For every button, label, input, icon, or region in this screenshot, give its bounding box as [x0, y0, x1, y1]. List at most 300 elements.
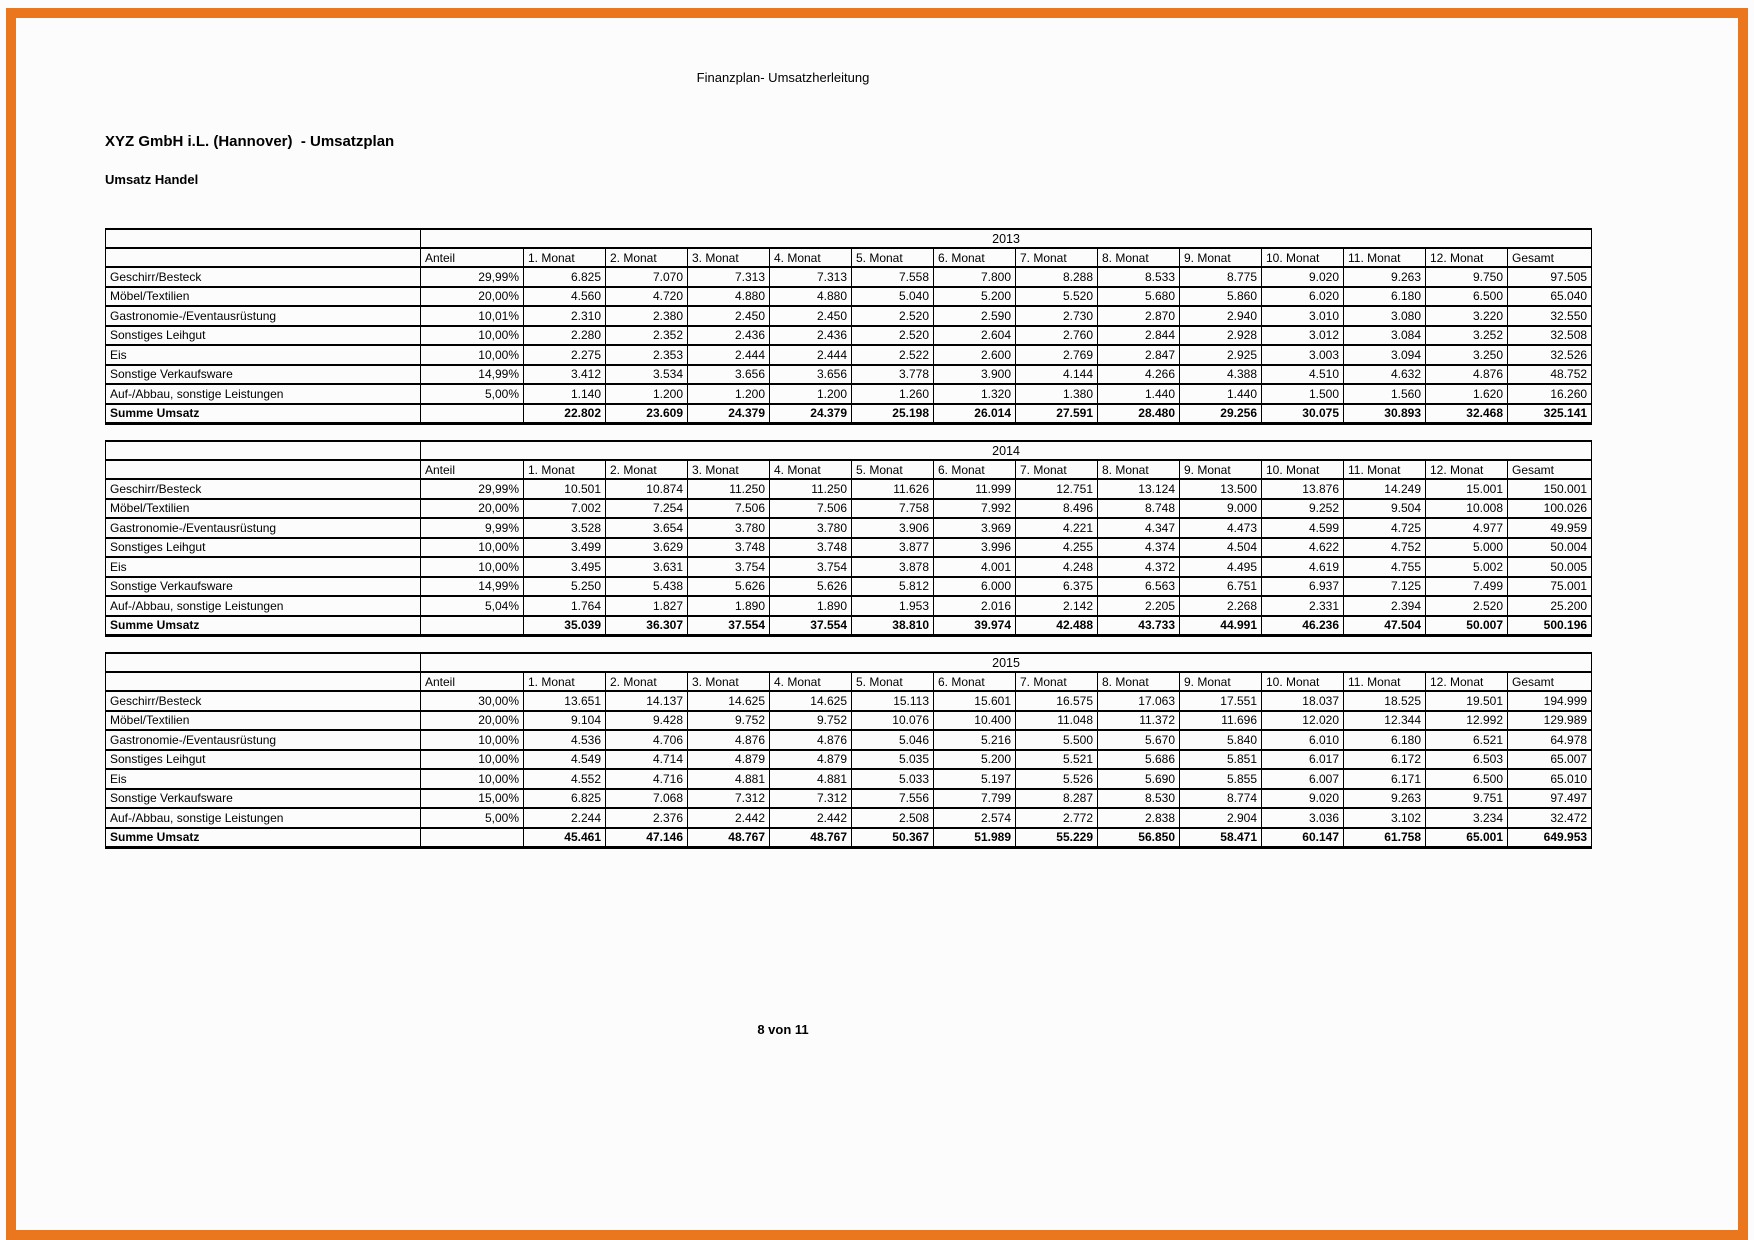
summe-value-cell: 58.471 [1180, 828, 1262, 848]
anteil-cell: 29,99% [421, 479, 524, 499]
value-cell: 8.288 [1016, 267, 1098, 287]
value-cell: 2.600 [934, 345, 1016, 365]
value-cell: 3.094 [1344, 345, 1426, 365]
gesamt-cell: 48.752 [1508, 365, 1592, 385]
value-cell: 7.506 [688, 499, 770, 519]
value-cell: 4.879 [688, 750, 770, 770]
anteil-cell: 10,00% [421, 750, 524, 770]
value-cell: 2.769 [1016, 345, 1098, 365]
value-cell: 4.720 [606, 287, 688, 307]
summe-value-cell: 48.767 [770, 828, 852, 848]
column-header: 10. Monat [1262, 672, 1344, 691]
value-cell: 3.252 [1426, 326, 1508, 346]
value-cell: 4.880 [688, 287, 770, 307]
value-cell: 1.500 [1262, 384, 1344, 404]
column-header: 8. Monat [1098, 460, 1180, 479]
value-cell: 2.353 [606, 345, 688, 365]
value-cell: 2.844 [1098, 326, 1180, 346]
column-header: 11. Monat [1344, 460, 1426, 479]
value-cell: 2.376 [606, 808, 688, 828]
value-cell: 6.503 [1426, 750, 1508, 770]
summe-value-cell: 45.461 [524, 828, 606, 848]
value-cell: 4.876 [688, 730, 770, 750]
row-label: Auf-/Abbau, sonstige Leistungen [106, 596, 421, 616]
gesamt-cell: 150.001 [1508, 479, 1592, 499]
value-cell: 2.730 [1016, 306, 1098, 326]
summe-value-cell: 65.001 [1426, 828, 1508, 848]
value-cell: 4.001 [934, 557, 1016, 577]
anteil-cell: 20,00% [421, 499, 524, 519]
value-cell: 5.840 [1180, 730, 1262, 750]
value-cell: 8.496 [1016, 499, 1098, 519]
column-header: 5. Monat [852, 248, 934, 267]
row-label: Sonstiges Leihgut [106, 538, 421, 558]
spacer-cell [106, 248, 421, 267]
value-cell: 7.070 [606, 267, 688, 287]
value-cell: 2.590 [934, 306, 1016, 326]
value-cell: 2.310 [524, 306, 606, 326]
summe-row [106, 616, 1592, 636]
value-cell: 4.510 [1262, 365, 1344, 385]
column-header: 5. Monat [852, 460, 934, 479]
row-label: Auf-/Abbau, sonstige Leistungen [106, 808, 421, 828]
value-cell: 13.876 [1262, 479, 1344, 499]
gesamt-cell: 194.999 [1508, 691, 1592, 711]
summe-label: Summe Umsatz [106, 616, 421, 636]
column-header: 8. Monat [1098, 248, 1180, 267]
summe-value-cell: 30.075 [1262, 404, 1344, 424]
value-cell: 10.874 [606, 479, 688, 499]
page-title: XYZ GmbH i.L. (Hannover) - Umsatzplan [105, 133, 395, 150]
column-header: 2. Monat [606, 460, 688, 479]
value-cell: 5.851 [1180, 750, 1262, 770]
summe-value-cell: 55.229 [1016, 828, 1098, 848]
value-cell: 3.780 [770, 518, 852, 538]
value-cell: 1.320 [934, 384, 1016, 404]
value-cell: 2.520 [852, 326, 934, 346]
anteil-cell: 14,99% [421, 577, 524, 597]
column-header: 3. Monat [688, 672, 770, 691]
summe-row [106, 404, 1592, 424]
anteil-cell: 5,04% [421, 596, 524, 616]
value-cell: 11.250 [770, 479, 852, 499]
table-row [106, 326, 1592, 346]
column-header: 1. Monat [524, 460, 606, 479]
column-header: Anteil [421, 672, 524, 691]
value-cell: 4.549 [524, 750, 606, 770]
value-cell: 4.880 [770, 287, 852, 307]
value-cell: 4.706 [606, 730, 688, 750]
gesamt-cell: 65.010 [1508, 769, 1592, 789]
column-header: 4. Monat [770, 672, 852, 691]
value-cell: 4.536 [524, 730, 606, 750]
gesamt-cell: 64.978 [1508, 730, 1592, 750]
column-header: 6. Monat [934, 672, 1016, 691]
value-cell: 2.016 [934, 596, 1016, 616]
value-cell: 5.680 [1098, 287, 1180, 307]
value-cell: 4.619 [1262, 557, 1344, 577]
value-cell: 4.876 [1426, 365, 1508, 385]
value-cell: 4.752 [1344, 538, 1426, 558]
value-cell: 5.200 [934, 750, 1016, 770]
value-cell: 2.268 [1180, 596, 1262, 616]
column-header: Gesamt [1508, 248, 1592, 267]
value-cell: 2.142 [1016, 596, 1098, 616]
summe-value-cell: 60.147 [1262, 828, 1344, 848]
value-cell: 1.890 [770, 596, 852, 616]
row-label: Auf-/Abbau, sonstige Leistungen [106, 384, 421, 404]
value-cell: 1.890 [688, 596, 770, 616]
value-cell: 3.495 [524, 557, 606, 577]
row-label: Sonstiges Leihgut [106, 750, 421, 770]
value-cell: 1.140 [524, 384, 606, 404]
column-header: 10. Monat [1262, 248, 1344, 267]
value-cell: 6.171 [1344, 769, 1426, 789]
spacer-cell [106, 653, 421, 672]
value-cell: 4.372 [1098, 557, 1180, 577]
value-cell: 4.632 [1344, 365, 1426, 385]
row-label: Möbel/Textilien [106, 711, 421, 731]
value-cell: 5.033 [852, 769, 934, 789]
row-label: Möbel/Textilien [106, 287, 421, 307]
value-cell: 4.266 [1098, 365, 1180, 385]
value-cell: 2.604 [934, 326, 1016, 346]
value-cell: 3.528 [524, 518, 606, 538]
column-header: 6. Monat [934, 248, 1016, 267]
value-cell: 4.388 [1180, 365, 1262, 385]
summe-value-cell: 36.307 [606, 616, 688, 636]
value-cell: 2.244 [524, 808, 606, 828]
column-header: Gesamt [1508, 672, 1592, 691]
anteil-cell: 10,00% [421, 557, 524, 577]
value-cell: 4.977 [1426, 518, 1508, 538]
summe-value-cell: 38.810 [852, 616, 934, 636]
value-cell: 3.010 [1262, 306, 1344, 326]
row-label: Eis [106, 345, 421, 365]
summe-value-cell: 46.236 [1262, 616, 1344, 636]
summe-value-cell: 50.367 [852, 828, 934, 848]
summe-value-cell: 42.488 [1016, 616, 1098, 636]
value-cell: 7.312 [770, 789, 852, 809]
value-cell: 7.556 [852, 789, 934, 809]
summe-gesamt-cell: 649.953 [1508, 828, 1592, 848]
column-header: 11. Monat [1344, 248, 1426, 267]
value-cell: 15.113 [852, 691, 934, 711]
column-header: 8. Monat [1098, 672, 1180, 691]
anteil-cell: 29,99% [421, 267, 524, 287]
value-cell: 9.428 [606, 711, 688, 731]
value-cell: 14.625 [770, 691, 852, 711]
column-header: 2. Monat [606, 672, 688, 691]
row-label: Sonstige Verkaufsware [106, 577, 421, 597]
value-cell: 6.375 [1016, 577, 1098, 597]
value-cell: 3.654 [606, 518, 688, 538]
summe-value-cell: 48.767 [688, 828, 770, 848]
row-label: Geschirr/Besteck [106, 479, 421, 499]
value-cell: 9.020 [1262, 267, 1344, 287]
summe-value-cell: 61.758 [1344, 828, 1426, 848]
value-cell: 3.906 [852, 518, 934, 538]
year-label: 2014 [421, 441, 1592, 460]
row-label: Gastronomie-/Eventausrüstung [106, 518, 421, 538]
row-label: Sonstige Verkaufsware [106, 365, 421, 385]
value-cell: 5.855 [1180, 769, 1262, 789]
value-cell: 2.205 [1098, 596, 1180, 616]
value-cell: 5.690 [1098, 769, 1180, 789]
value-cell: 5.000 [1426, 538, 1508, 558]
gesamt-cell: 97.497 [1508, 789, 1592, 809]
row-label: Geschirr/Besteck [106, 691, 421, 711]
gesamt-cell: 129.989 [1508, 711, 1592, 731]
row-label: Gastronomie-/Eventausrüstung [106, 306, 421, 326]
value-cell: 3.499 [524, 538, 606, 558]
table-row [106, 711, 1592, 731]
value-cell: 4.374 [1098, 538, 1180, 558]
value-cell: 5.216 [934, 730, 1016, 750]
gesamt-cell: 32.472 [1508, 808, 1592, 828]
value-cell: 2.522 [852, 345, 934, 365]
table-row [106, 596, 1592, 616]
value-cell: 7.313 [688, 267, 770, 287]
value-cell: 5.626 [770, 577, 852, 597]
value-cell: 17.063 [1098, 691, 1180, 711]
table-row [106, 730, 1592, 750]
value-cell: 2.838 [1098, 808, 1180, 828]
value-cell: 3.748 [688, 538, 770, 558]
gesamt-cell: 97.505 [1508, 267, 1592, 287]
value-cell: 7.313 [770, 267, 852, 287]
column-header: 11. Monat [1344, 672, 1426, 691]
value-cell: 4.221 [1016, 518, 1098, 538]
value-cell: 1.620 [1426, 384, 1508, 404]
anteil-cell: 10,00% [421, 326, 524, 346]
value-cell: 4.552 [524, 769, 606, 789]
value-cell: 3.900 [934, 365, 1016, 385]
value-cell: 3.878 [852, 557, 934, 577]
value-cell: 2.442 [770, 808, 852, 828]
value-cell: 3.036 [1262, 808, 1344, 828]
value-cell: 5.040 [852, 287, 934, 307]
value-cell: 3.534 [606, 365, 688, 385]
anteil-cell: 30,00% [421, 691, 524, 711]
value-cell: 3.102 [1344, 808, 1426, 828]
column-header: 7. Monat [1016, 460, 1098, 479]
value-cell: 6.825 [524, 789, 606, 809]
value-cell: 1.440 [1180, 384, 1262, 404]
anteil-cell: 20,00% [421, 287, 524, 307]
value-cell: 14.137 [606, 691, 688, 711]
value-cell: 2.520 [852, 306, 934, 326]
value-cell: 5.500 [1016, 730, 1098, 750]
value-cell: 7.758 [852, 499, 934, 519]
column-header-row [106, 672, 1592, 691]
row-label: Eis [106, 557, 421, 577]
table-row [106, 769, 1592, 789]
value-cell: 6.007 [1262, 769, 1344, 789]
column-header: 3. Monat [688, 460, 770, 479]
value-cell: 12.751 [1016, 479, 1098, 499]
table-row [106, 750, 1592, 770]
summe-value-cell: 43.733 [1098, 616, 1180, 636]
anteil-cell: 9,99% [421, 518, 524, 538]
value-cell: 7.799 [934, 789, 1016, 809]
value-cell: 3.877 [852, 538, 934, 558]
value-cell: 15.601 [934, 691, 1016, 711]
summe-value-cell: 47.146 [606, 828, 688, 848]
value-cell: 9.751 [1426, 789, 1508, 809]
summe-value-cell: 47.504 [1344, 616, 1426, 636]
value-cell: 5.520 [1016, 287, 1098, 307]
value-cell: 6.020 [1262, 287, 1344, 307]
column-header: 7. Monat [1016, 672, 1098, 691]
gesamt-cell: 32.508 [1508, 326, 1592, 346]
value-cell: 9.263 [1344, 267, 1426, 287]
gesamt-cell: 16.260 [1508, 384, 1592, 404]
summe-value-cell: 35.039 [524, 616, 606, 636]
value-cell: 3.084 [1344, 326, 1426, 346]
table-row [106, 499, 1592, 519]
value-cell: 19.501 [1426, 691, 1508, 711]
summe-value-cell: 27.591 [1016, 404, 1098, 424]
column-header: Anteil [421, 460, 524, 479]
summe-value-cell: 29.256 [1180, 404, 1262, 424]
value-cell: 7.558 [852, 267, 934, 287]
value-cell: 11.372 [1098, 711, 1180, 731]
value-cell: 18.525 [1344, 691, 1426, 711]
value-cell: 2.904 [1180, 808, 1262, 828]
gesamt-cell: 32.526 [1508, 345, 1592, 365]
anteil-cell: 14,99% [421, 365, 524, 385]
year-label: 2015 [421, 653, 1592, 672]
table-row [106, 518, 1592, 538]
value-cell: 9.104 [524, 711, 606, 731]
value-cell: 2.280 [524, 326, 606, 346]
gesamt-cell: 50.005 [1508, 557, 1592, 577]
value-cell: 3.080 [1344, 306, 1426, 326]
gesamt-cell: 25.200 [1508, 596, 1592, 616]
value-cell: 1.764 [524, 596, 606, 616]
year-header-row [106, 229, 1592, 248]
value-cell: 6.500 [1426, 287, 1508, 307]
value-cell: 4.714 [606, 750, 688, 770]
value-cell: 2.352 [606, 326, 688, 346]
column-header: 9. Monat [1180, 460, 1262, 479]
value-cell: 4.504 [1180, 538, 1262, 558]
value-cell: 5.670 [1098, 730, 1180, 750]
value-cell: 5.626 [688, 577, 770, 597]
value-cell: 7.068 [606, 789, 688, 809]
table-row [106, 287, 1592, 307]
value-cell: 10.501 [524, 479, 606, 499]
value-cell: 5.035 [852, 750, 934, 770]
value-cell: 2.444 [688, 345, 770, 365]
value-cell: 4.876 [770, 730, 852, 750]
column-header: 10. Monat [1262, 460, 1344, 479]
value-cell: 13.124 [1098, 479, 1180, 499]
value-cell: 13.651 [524, 691, 606, 711]
row-label: Geschirr/Besteck [106, 267, 421, 287]
value-cell: 3.250 [1426, 345, 1508, 365]
value-cell: 10.400 [934, 711, 1016, 731]
value-cell: 6.172 [1344, 750, 1426, 770]
section-title: Umsatz Handel [105, 172, 199, 187]
value-cell: 1.260 [852, 384, 934, 404]
umsatz-table-2015 [105, 652, 1592, 849]
summe-gesamt-cell: 500.196 [1508, 616, 1592, 636]
value-cell: 3.656 [770, 365, 852, 385]
value-cell: 11.696 [1180, 711, 1262, 731]
value-cell: 7.002 [524, 499, 606, 519]
value-cell: 6.017 [1262, 750, 1344, 770]
gesamt-cell: 75.001 [1508, 577, 1592, 597]
value-cell: 2.772 [1016, 808, 1098, 828]
column-header: Anteil [421, 248, 524, 267]
value-cell: 13.500 [1180, 479, 1262, 499]
value-cell: 2.940 [1180, 306, 1262, 326]
value-cell: 4.881 [688, 769, 770, 789]
value-cell: 5.197 [934, 769, 1016, 789]
value-cell: 5.002 [1426, 557, 1508, 577]
value-cell: 6.180 [1344, 287, 1426, 307]
summe-value-cell: 24.379 [770, 404, 852, 424]
summe-value-cell: 56.850 [1098, 828, 1180, 848]
value-cell: 3.780 [688, 518, 770, 538]
summe-value-cell: 32.468 [1426, 404, 1508, 424]
value-cell: 2.444 [770, 345, 852, 365]
value-cell: 8.530 [1098, 789, 1180, 809]
umsatz-table-2014 [105, 440, 1592, 637]
value-cell: 3.778 [852, 365, 934, 385]
value-cell: 12.344 [1344, 711, 1426, 731]
value-cell: 4.725 [1344, 518, 1426, 538]
value-cell: 2.394 [1344, 596, 1426, 616]
value-cell: 4.716 [606, 769, 688, 789]
value-cell: 1.200 [770, 384, 852, 404]
value-cell: 7.125 [1344, 577, 1426, 597]
gesamt-cell: 100.026 [1508, 499, 1592, 519]
value-cell: 4.473 [1180, 518, 1262, 538]
value-cell: 9.752 [770, 711, 852, 731]
value-cell: 9.252 [1262, 499, 1344, 519]
value-cell: 2.847 [1098, 345, 1180, 365]
row-label: Eis [106, 769, 421, 789]
value-cell: 3.754 [770, 557, 852, 577]
table-row [106, 345, 1592, 365]
value-cell: 3.748 [770, 538, 852, 558]
summe-value-cell: 44.991 [1180, 616, 1262, 636]
spacer-cell [106, 229, 421, 248]
value-cell: 17.551 [1180, 691, 1262, 711]
summe-value-cell: 51.989 [934, 828, 1016, 848]
value-cell: 11.626 [852, 479, 934, 499]
year-label: 2013 [421, 229, 1592, 248]
value-cell: 12.020 [1262, 711, 1344, 731]
column-header: 5. Monat [852, 672, 934, 691]
value-cell: 1.560 [1344, 384, 1426, 404]
gesamt-cell: 50.004 [1508, 538, 1592, 558]
value-cell: 8.287 [1016, 789, 1098, 809]
value-cell: 11.999 [934, 479, 1016, 499]
anteil-cell: 10,00% [421, 538, 524, 558]
anteil-cell: 20,00% [421, 711, 524, 731]
row-label: Möbel/Textilien [106, 499, 421, 519]
gesamt-cell: 49.959 [1508, 518, 1592, 538]
row-label: Gastronomie-/Eventausrüstung [106, 730, 421, 750]
value-cell: 4.347 [1098, 518, 1180, 538]
anteil-cell: 5,00% [421, 384, 524, 404]
anteil-cell: 10,00% [421, 730, 524, 750]
summe-value-cell: 23.609 [606, 404, 688, 424]
